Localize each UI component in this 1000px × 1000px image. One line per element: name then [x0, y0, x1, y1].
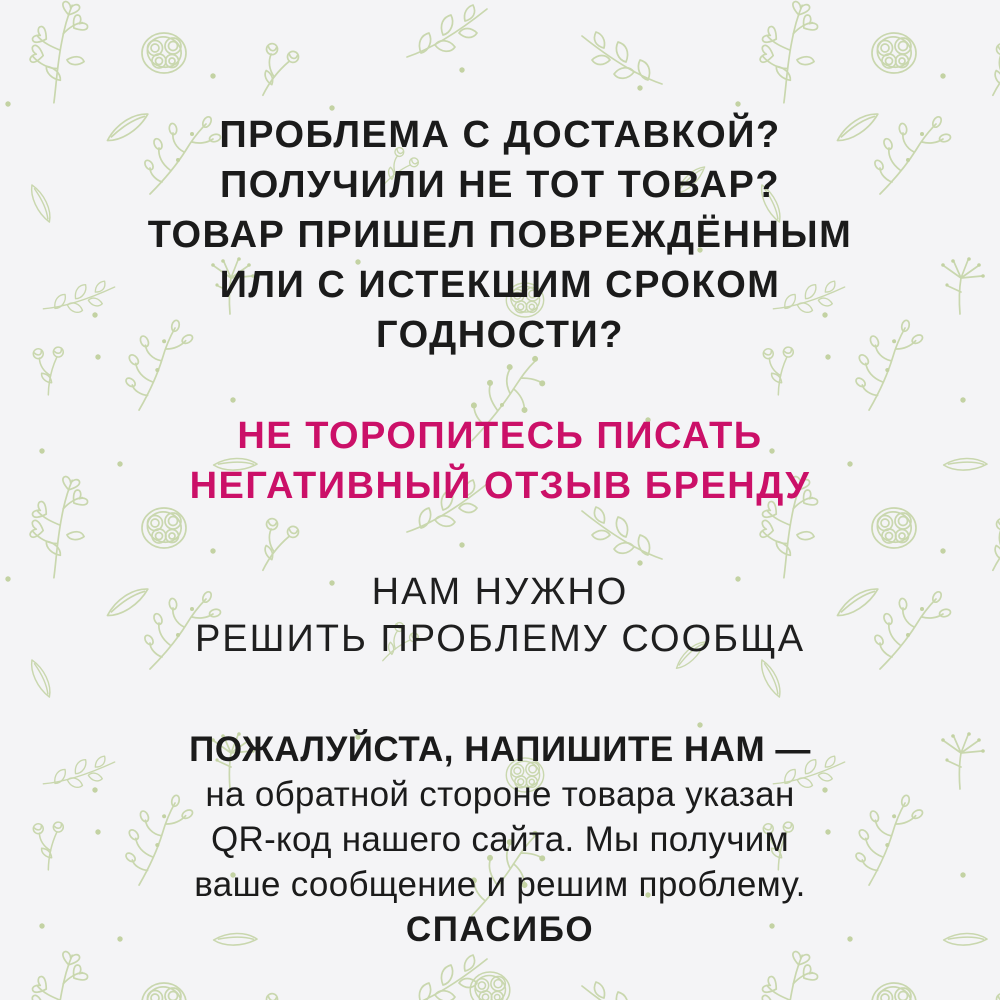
headline-line: ПРОБЛЕМА С ДОСТАВКОЙ?	[219, 114, 781, 157]
subheadline	[0, 569, 1000, 663]
alert-line: НЕГАТИВНЫЙ ОТЗЫВ БРЕНДУ	[189, 464, 811, 507]
headline-line: ГОДНОСТИ?	[376, 314, 624, 357]
headline	[0, 110, 1000, 360]
headline-line: ИЛИ С ИСТЕКШИМ СРОКОМ	[219, 264, 781, 307]
note	[0, 727, 1000, 952]
headline-line: ПОЛУЧИЛИ НЕ ТОТ ТОВАР?	[219, 164, 781, 207]
note-line: ваше сообщение и решим проблему.	[194, 865, 806, 904]
note-line: на обратной стороне товара указан	[205, 775, 795, 814]
subheadline-line: НАМ НУЖНО	[371, 571, 629, 613]
subheadline-line: РЕШИТЬ ПРОБЛЕМУ СООБЩА	[194, 618, 806, 660]
alert-headline	[0, 411, 1000, 511]
alert-line: НЕ ТОРОПИТЕСЬ ПИСАТЬ	[237, 414, 763, 457]
headline-line: ТОВАР ПРИШЕЛ ПОВРЕЖДЁННЫМ	[147, 214, 853, 257]
note-lead: ПОЖАЛУЙСТА, НАПИШИТЕ НАМ —	[189, 730, 811, 769]
note-closing: СПАСИБО	[405, 910, 595, 949]
note-line: QR-код нашего сайта. Мы получим	[210, 820, 790, 859]
